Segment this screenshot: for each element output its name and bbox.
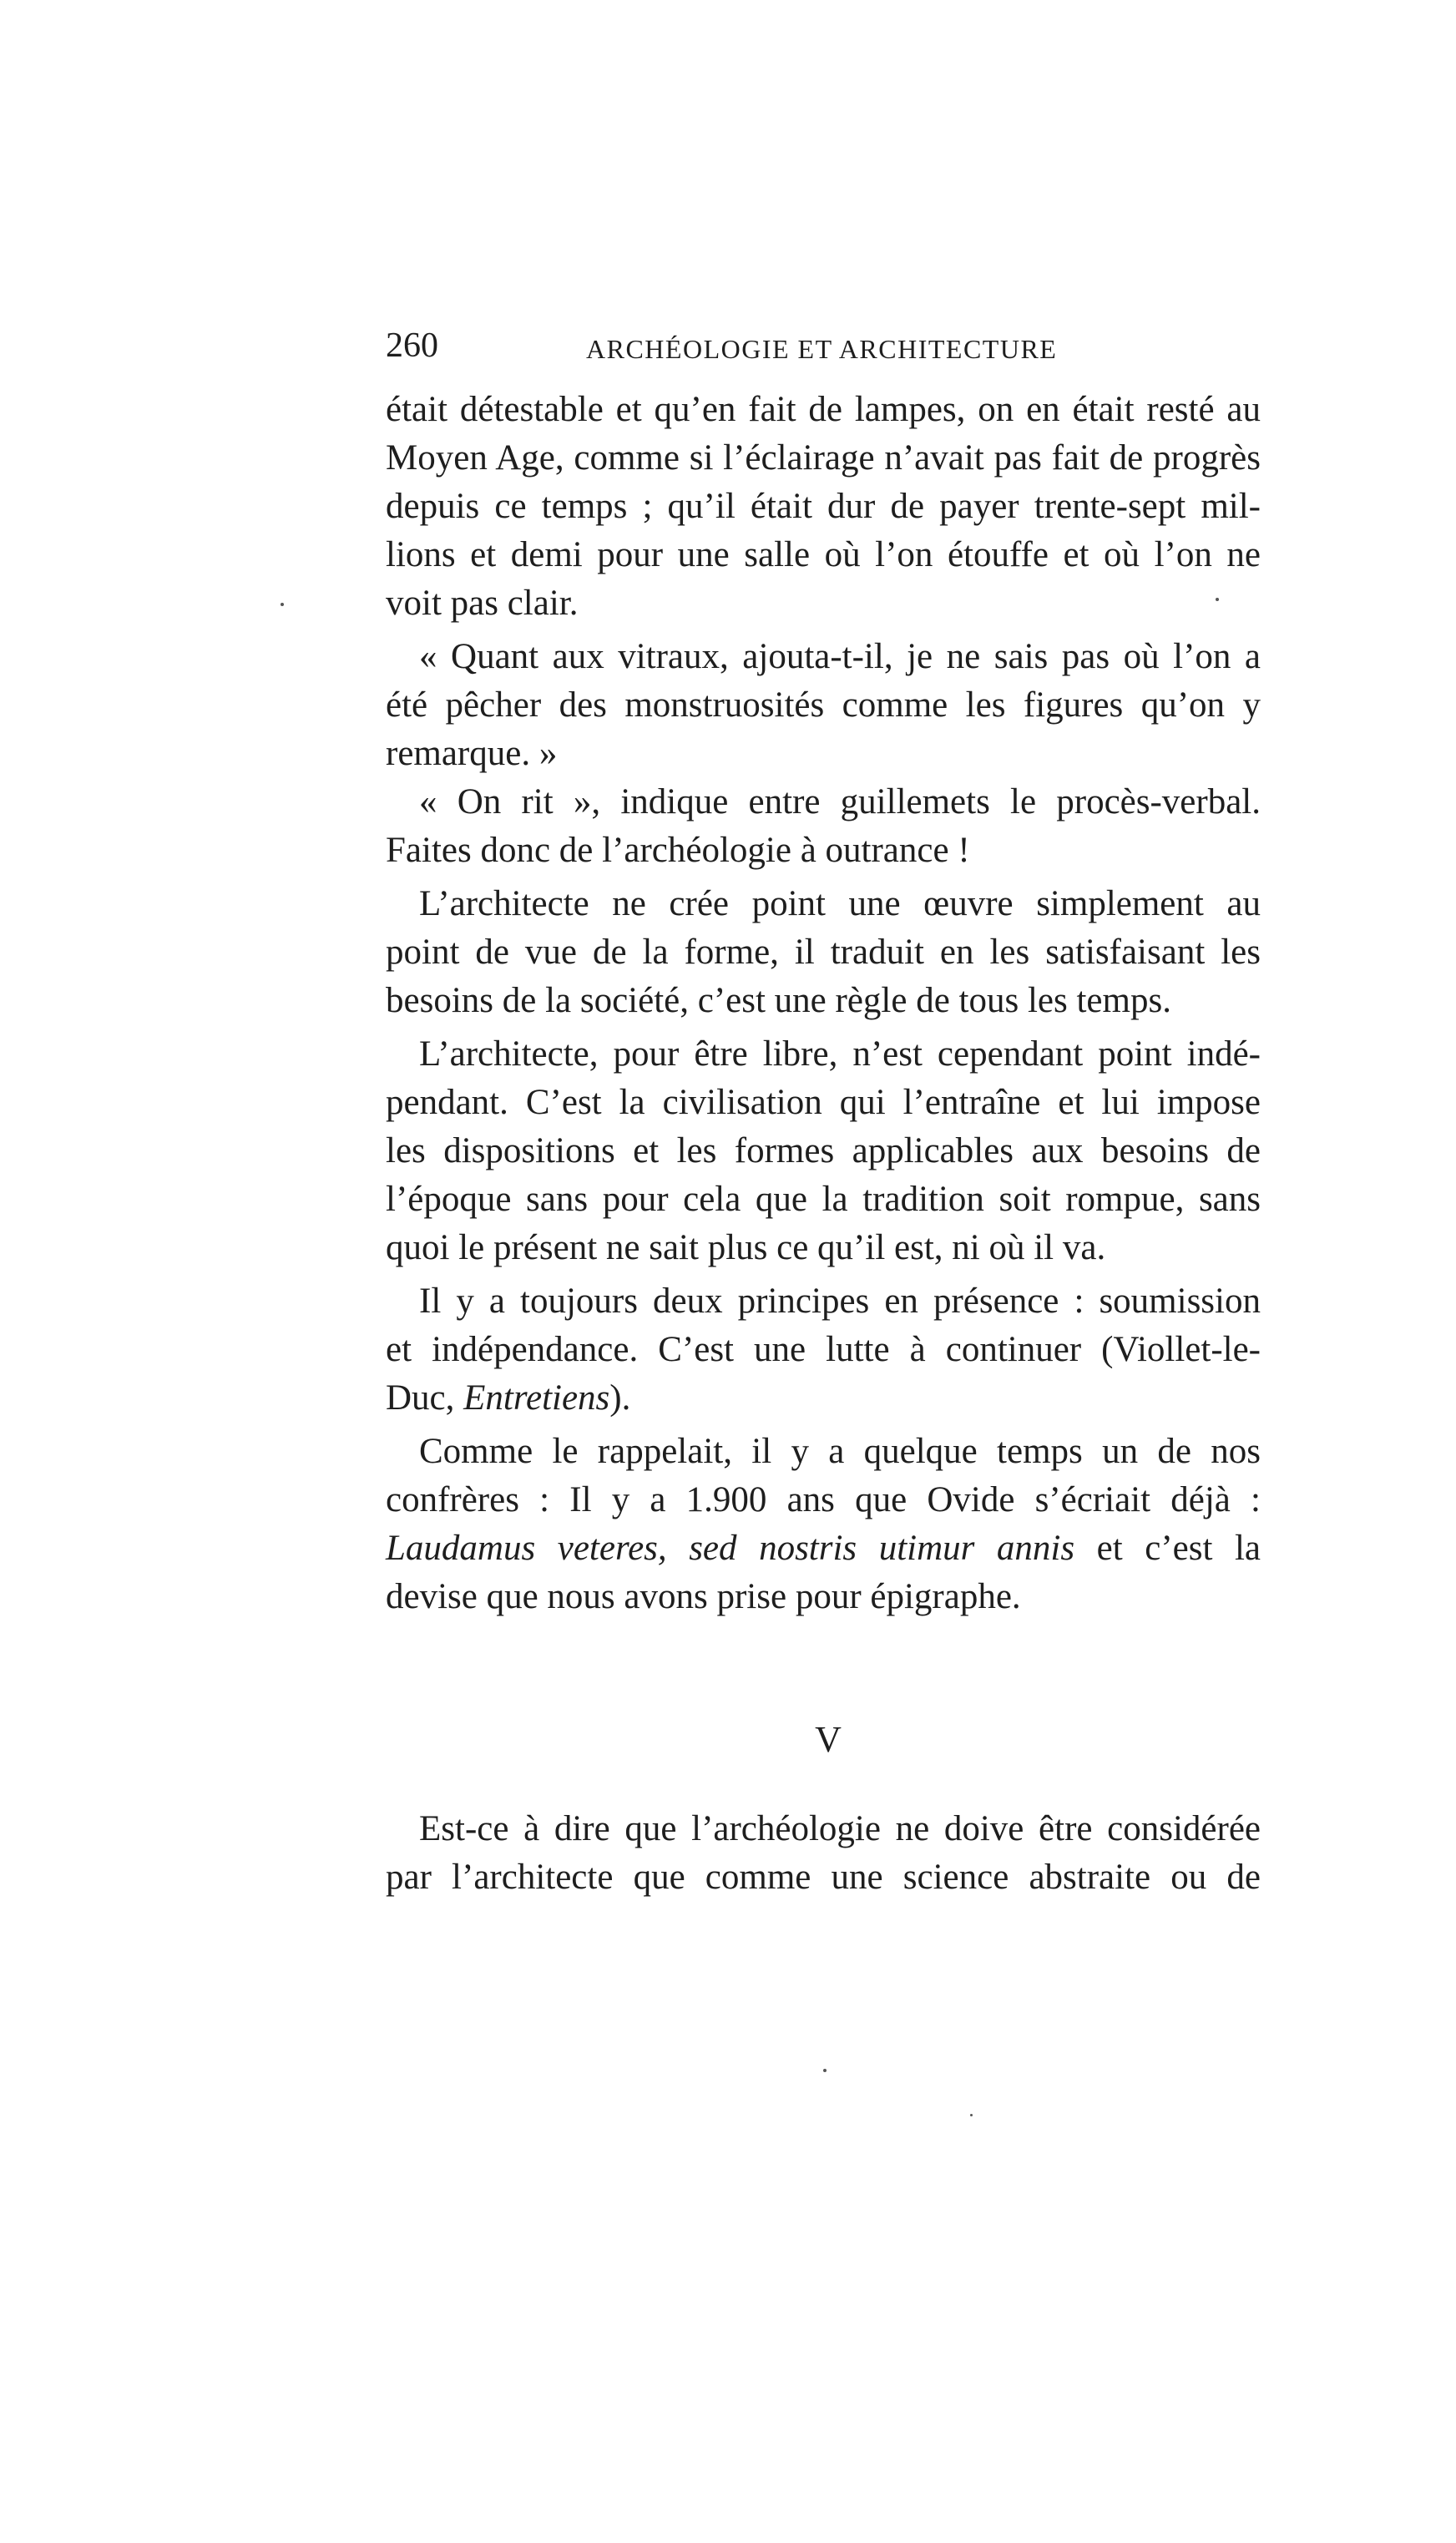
text-line: confrères : Il y a 1.900 ans que Ovide s’écriait déjà : [386,1480,1261,1519]
text-line: « On rit », indique entre guillemets le procès-verbal. [419,782,1261,822]
text-line: pendant. C’est la civilisation qui l’entraîne et lui impose [386,1083,1261,1122]
text-line: voit pas clair. [386,584,579,623]
text-line: L’architecte ne crée point une œuvre simplement au [419,884,1261,923]
page-number: 260 [386,326,438,365]
text-line: les dispositions et les formes applicables aux besoins de [386,1131,1261,1170]
text-line: Faites donc de l’archéologie à outrance ! [386,831,970,870]
text-line [386,1524,1261,1573]
text-line: devise que nous avons prise pour épigraphe. [386,1577,1021,1616]
running-title: ARCHÉOLOGIE ET ARCHITECTURE [586,334,1058,364]
text-line: Il y a toujours deux principes en présence : soumission [419,1282,1261,1321]
text-line: depuis ce temps ; qu’il était dur de payer trente-sept mil- [386,487,1261,526]
text-line: et indépendance. C’est une lutte à continuer (Viollet-le- [386,1330,1261,1369]
text-line: besoins de la société, c’est une règle de tous les temps. [386,981,1171,1020]
italic-reference: Entretiens [463,1378,610,1418]
text-line: L’architecte, pour être libre, n’est cependant point indé- [419,1034,1261,1074]
text-line: lions et demi pour une salle où l’on étouffe et où l’on ne [386,535,1261,574]
main-text [386,386,1261,1621]
text-line: quoi le présent ne sait plus ce qu’il est, ni où il va. [386,1228,1106,1267]
text-line [386,1374,1261,1423]
running-head [386,321,1262,371]
text-line: « Quant aux vitraux, ajouta-t-il, je ne sais pas où l’on a [419,637,1261,676]
text-line: Comme le rappelait, il y a quelque temps un de nos [419,1432,1261,1471]
text-line: point de vue de la forme, il traduit en les satisfaisant les [386,933,1261,972]
paper-speck [823,2069,827,2072]
italic-latin-quote: Laudamus veteres, sed nostris utimur annis [386,1529,1075,1568]
paper-speck [970,2114,973,2116]
section-text [386,1805,1261,1902]
text-segment: Duc, [386,1378,464,1418]
text-line: été pêcher des monstruosités comme les figures qu’on y [386,685,1261,725]
text-line: remarque. » [386,734,558,773]
text-line: l’époque sans pour cela que la tradition soit rompue, sans [386,1180,1261,1219]
text-line: était détestable et qu’en fait de lampes, on en était resté au [386,390,1261,429]
text-segment: et c’est la [1074,1529,1261,1568]
section-numeral: V [815,1719,842,1760]
text-line: par l’architecte que comme une science abstraite ou de [386,1858,1261,1897]
text-line: Moyen Age, comme si l’éclairage n’avait pas fait de progrès [386,438,1261,478]
paper-speck [281,603,284,606]
text-line: Est-ce à dire que l’archéologie ne doive être considérée [419,1809,1261,1848]
paper-speck [1216,598,1219,601]
text-segment: ). [609,1378,631,1418]
